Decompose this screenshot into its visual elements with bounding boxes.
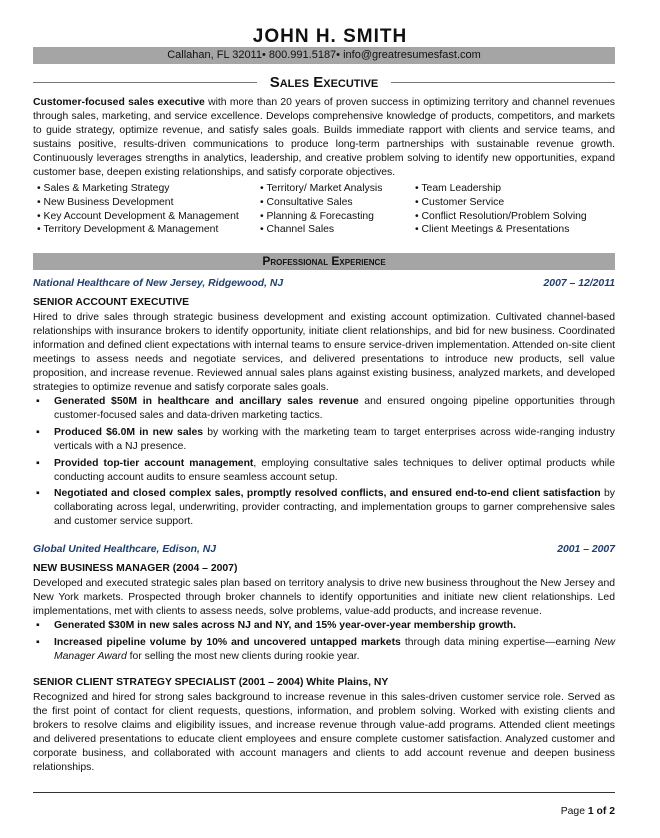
job1-achievements <box>36 395 615 532</box>
summary-paragraph <box>33 96 615 179</box>
title-rule-left <box>33 82 257 83</box>
skill-item: • Consultative Sales <box>260 196 353 208</box>
skill-item: • Channel Sales <box>260 224 335 236</box>
footer-rule <box>33 792 615 793</box>
skills-column-1 <box>37 182 239 237</box>
page-number: Page 1 of 2 <box>560 806 615 817</box>
section-heading-experience: Professional Experience <box>33 253 615 270</box>
job1-role: SENIOR ACCOUNT EXECUTIVE <box>33 297 190 308</box>
job1-company: National Healthcare of New Jersey, Ridgewood, NJ <box>33 278 284 289</box>
job2-description2: Recognized and hired for strong sales background to increase revenue in this sales-driven customer service role. Served as the first point of contact for client requests, questions, information, and problem solving. Worked with existing clients and brokers to resolve claims and eligibility issues, and increase revenue through value-add programs. Attended client meetings and delivered presentations to educate client employees and ensure complete customer satisfaction. Analyzed customer and corporate business, and collaborated with account managers and clients to add account revenue and deepen business relationships. <box>33 692 615 773</box>
skill-item: • Sales & Marketing Strategy <box>37 183 170 194</box>
job2-role2: SENIOR CLIENT STRATEGY SPECIALIST (2001 – 2004) White Plains, NY <box>33 677 389 688</box>
list-item: ▪ Increased pipeline volume by 10% and uncovered untapped markets through data mining expertise—earning New Manager Award for selling the most new clients during rookie year. <box>36 636 615 662</box>
resume-title: Sales Executive <box>269 74 379 91</box>
skill-item: • Team Leadership <box>415 183 502 194</box>
job2-role: NEW BUSINESS MANAGER (2004 – 2007) <box>33 563 238 574</box>
list-item: ▪ Produced $6.0M in new sales by working with the marketing team to target enterprises across wide-ranging industry verticals with a NJ presence. <box>36 426 615 452</box>
skill-item: • Client Meetings & Presentations <box>415 224 570 236</box>
skills-column-3 <box>415 182 587 237</box>
skill-item: • Customer Service <box>415 196 505 208</box>
candidate-name: JOHN H. SMITH <box>252 26 408 47</box>
summary-lead: Customer-focused sales executive <box>33 97 205 108</box>
skill-item: • Territory Development & Management <box>37 224 219 236</box>
skill-item: • Conflict Resolution/Problem Solving <box>415 210 587 222</box>
skill-item: • New Business Development <box>37 196 174 208</box>
list-item: ▪ Provided top-tier account management, employing consultative sales techniques to deliver optimal products while conducting account audits to ensure seamless account setup. <box>36 457 615 483</box>
job1-description: Hired to drive sales through strategic business development and existing account optimization. Cultivated channel-based relationships with insurance brokers to identify opportunity, initiate client relationships, and bid for new business. Coordinated information and defined client expectations with internal teams to ensure service-driven implementation. Attended on-site client meetings to assess needs and negotiate services, and delivered presentations to introduce new products, sell value proposition, and increase revenue. Reviewed annual sales plans against existing business, analyzed markets, and developed strategies to optimize revenue and satisfy corporate sales goals. <box>33 312 615 393</box>
list-item: ▪ Generated $50M in healthcare and ancillary sales revenue and ensured ongoing pipeline opportunities through customer-focused sales and data-driven marketing tactics. <box>36 396 615 421</box>
list-item: ▪ Generated $30M in new sales across NJ and NY, and 15% year-over-year membership growth. <box>36 620 516 631</box>
title-row <box>33 74 615 92</box>
skill-item: • Planning & Forecasting <box>260 210 374 222</box>
job2-company: Global United Healthcare, Edison, NJ <box>33 544 217 555</box>
job2-achievements <box>36 619 615 667</box>
title-rule-right <box>391 82 615 83</box>
skill-item: • Territory/ Market Analysis <box>260 183 383 194</box>
job2-company-row <box>33 544 615 555</box>
job2-dates: 2001 – 2007 <box>557 544 615 555</box>
job1-dates: 2007 – 12/2011 <box>543 278 615 289</box>
contact-bar: Callahan, FL 32011• 800.991.5187• info@greatresumesfast.com <box>33 47 615 64</box>
job2-description: Developed and executed strategic sales plan based on territory analysis to drive new business throughout the New Jersey and New York markets. Prospected through broker channels to identify opportunities and initiate new client relationships. Led implementations, met with clients to assess needs, solve problems, value-add products, and increase revenue. <box>33 578 615 617</box>
list-item: ▪ Negotiated and closed complex sales, promptly resolved conflicts, and ensured end-to-end client satisfaction by collaborating across legal, underwriting, provider contracting, and implementation groups to garner comprehensive sales and customer service support. <box>36 488 615 528</box>
summary-text: with more than 20 years of proven success in optimizing territory and channel revenues through sales, marketing, and service excellence. Develops comprehensive knowledge of products, competitors, and markets to guide strategy, optimize revenue, and satisfy sales goals. Builds immediate rapport with clients and service teams, and sustains positive, results-driven communications to produce long-term partnerships with sustainable revenue growth. Continuously leverages strengths in analytics, leadership, and creative problem solving to identify new opportunities, expand customer base, deepen existing relationships, and satisfy corporate objectives. <box>33 97 615 178</box>
skill-item: • Key Account Development & Management <box>37 210 239 222</box>
job1-company-row <box>33 278 615 289</box>
skills-column-2 <box>260 182 382 237</box>
